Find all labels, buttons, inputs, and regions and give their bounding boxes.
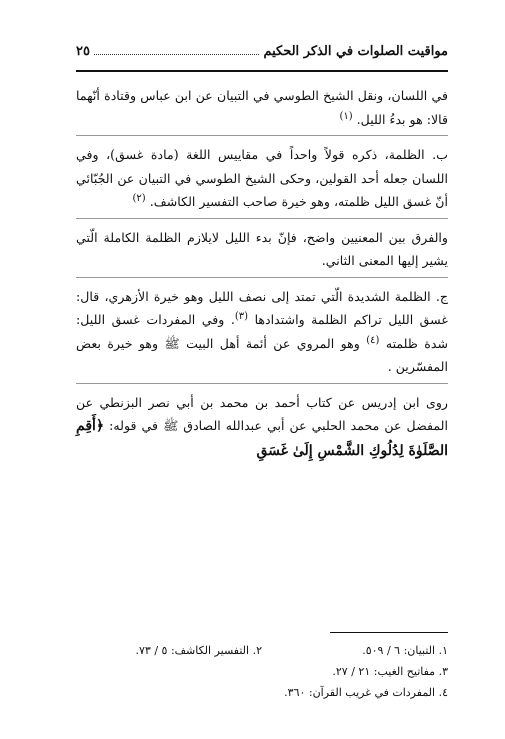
paragraph-separator <box>76 277 448 285</box>
paragraph: ج. الظلمة الشديدة الّتي تمتد إلى نصف الليل وهو خيرة الأزهري، قال: غسق الليل تراكم الظلمة واشتدادها $^{(٣)}$. وفي المفردات غسق الليل: شدة ظلمته $^{(٤)}$ وهو المروي عن أئمة أهل البيت ﷺ وهو خيرة بعض المفسّرين . <box>76 288 449 374</box>
header-title: مواقيت الصلوات في الذكر الحكيم <box>263 44 448 59</box>
footnote: ١. التبيان: ٦ / ٥٠٩. <box>362 644 448 657</box>
footnote-row <box>76 640 448 661</box>
footnote: ٣. مفاتيح الغيب: ٢١ / ٢٧. <box>332 665 448 678</box>
paragraph: روى ابن إدريس عن كتاب أحمد بن محمد بن أبي نصر البزنطي عن المفضل عن محمد الحلبي عن أبي عبدالله الصادق ﷺ في قوله: ﴿أَقِمِ الصَّلَوٰةَ لِدُلُوكِ الشَّمْسِ إِلَىٰ غَسَقِ <box>76 394 448 459</box>
running-header <box>76 44 448 66</box>
footnote-ref: (٤) <box>366 334 380 346</box>
quran-verse: ﴿أَقِمِ الصَّلَوٰةَ لِدُلُوكِ الشَّمْسِ إِلَىٰ غَسَقِ <box>76 418 448 459</box>
page-number: ٢٥ <box>76 44 90 59</box>
footnote-row <box>76 661 448 682</box>
footnote-ref: (٣) <box>234 310 249 322</box>
footnote-ref: (١) <box>339 110 353 122</box>
paragraph: ب. الظلمة، ذكره قولاً واحداً في مقاييس اللغة (مادة غسق)، وفي اللسان جعله أحد القولين، وحكى الشيخ الطوسي في التبيان عن الجُبّائي أنّ غسق الليل ظلمته، وهو خيرة صاحب التفسير الكاشف. $^{(٢)}$ <box>76 147 448 209</box>
main-text <box>76 84 448 463</box>
header-leader-dots <box>94 44 259 55</box>
header-rule <box>76 70 448 72</box>
paragraph-separator <box>76 218 448 226</box>
footnotes <box>76 640 448 703</box>
footnote-rule <box>330 632 448 633</box>
footnote-ref: (٢) <box>132 192 146 204</box>
paragraph-separator <box>76 135 448 143</box>
paragraph-separator <box>76 383 448 391</box>
footnote-row <box>76 682 448 703</box>
footnote: ٤. المفردات في غريب القرآن: ٣٦٠. <box>284 686 448 699</box>
paragraph: في اللسان، ونقل الشيخ الطوسي في التبيان عن ابن عباس وقتادة أنّهما قالا: هو بدءُ الليل. $^{(١)}$ <box>76 88 448 127</box>
footnote: ٢. التفسير الكاشف: ٥ / ٧٣. <box>135 644 262 657</box>
paragraph: والفرق بين المعنيين واضح، فإنّ بدء الليل لايلازم الظلمة الكاملة الّتي يشير إليها المعنى الثاني. <box>76 229 448 268</box>
